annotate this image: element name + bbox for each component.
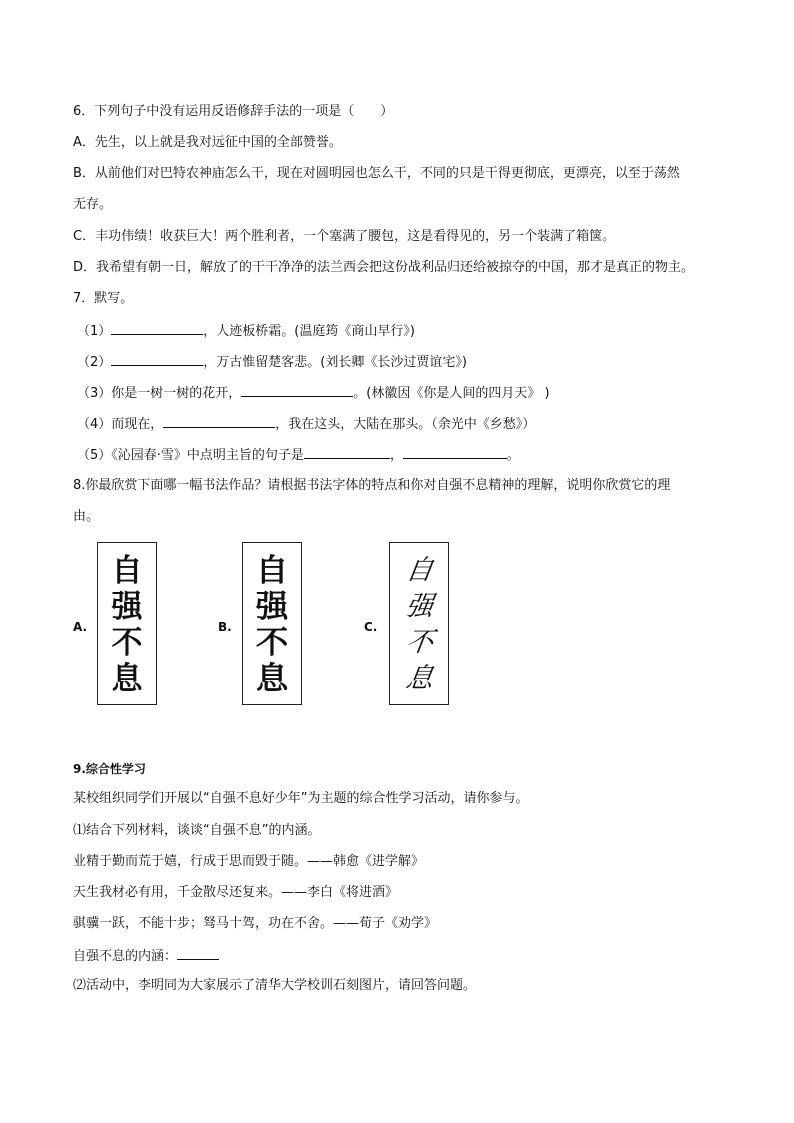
option-c-label: C.	[364, 620, 378, 634]
q7-item-2-number: （2）	[77, 355, 112, 370]
q7-item-3-text-post: 。(林徽因《你是人间的四月天》 )	[353, 386, 550, 401]
calligraphy-char: 强	[255, 589, 289, 625]
q7-item-3	[77, 383, 550, 403]
q7-item-1	[77, 321, 415, 341]
calligraphy-text	[390, 553, 448, 697]
q9-quote-hanyu: 业精于勤而荒于嬉，行成于思而毁于随。——韩愈《进学解》	[73, 854, 425, 869]
q6-option-d: D．我希望有朝一日，解放了的干干净净的法兰西会把这份战利品归还给被掠夺的中国，那才是真正的物主。	[73, 260, 695, 275]
q9-title: 9.综合性学习	[73, 762, 146, 776]
fill-blank[interactable]	[111, 352, 203, 366]
q9-quote-xunzi: 骐骥一跃，不能十步；驽马十驾，功在不舍。——荀子《劝学》	[73, 916, 438, 931]
q7-item-5-comma: ，	[389, 448, 403, 463]
calligraphy-options	[0, 540, 794, 710]
q7-item-5-text-pre: （5）《沁园春·雪》中点明主旨的句子是	[77, 448, 304, 463]
q9-intro: 某校组织同学们开展以“自强不息好少年”为主题的综合性学习活动，请你参与。	[73, 791, 529, 806]
q7-item-4-text-post: ，我在这头，大陆在那头。（余光中《乡愁》）	[275, 417, 536, 432]
q7-item-3-text-pre: （3）你是一树一树的花开，	[77, 386, 242, 401]
q9-answer	[73, 946, 219, 966]
q7-item-1-number: （1）	[77, 324, 112, 339]
calligraphy-option-c[interactable]	[389, 542, 449, 705]
calligraphy-option-a[interactable]	[97, 542, 157, 705]
calligraphy-char: 自	[255, 553, 289, 589]
q8-stem-line1: 8.你最欣赏下面哪一幅书法作品？请根据书法字体的特点和你对自强不息精神的理解，说明你欣赏它的理	[73, 478, 671, 493]
q7-item-5	[77, 445, 520, 465]
q6-option-b-line2: 无存。	[73, 197, 113, 212]
fill-blank[interactable]	[403, 445, 507, 459]
q7-stem: 7．默写。	[73, 291, 134, 306]
calligraphy-text	[243, 553, 301, 697]
option-b-label: B.	[218, 620, 232, 634]
q9-sub2: ⑵活动中，李明同为大家展示了清华大学校训石刻图片，请回答问题。	[73, 978, 477, 993]
q7-item-4	[77, 414, 535, 434]
q7-item-2-text: ，万古惟留楚客悲。(刘长卿《长沙过贾谊宅》)	[203, 355, 467, 370]
calligraphy-char: 不	[403, 627, 435, 658]
q6-option-b-line1: B．从前他们对巴特农神庙怎么干，现在对圆明园也怎么干，不同的只是干得更彻底，更漂亮，以至于荡然	[73, 166, 680, 181]
q7-item-1-text: ，人迹板桥霜。(温庭筠《商山早行》)	[203, 324, 415, 339]
q9-sub1: ⑴结合下列材料，谈谈“自强不息”的内涵。	[73, 823, 321, 838]
calligraphy-char: 息	[255, 661, 289, 697]
fill-blank[interactable]	[163, 414, 275, 428]
fill-blank[interactable]	[241, 383, 353, 397]
calligraphy-text	[98, 553, 156, 697]
calligraphy-char: 强	[111, 589, 143, 625]
calligraphy-char: 息	[403, 663, 435, 694]
fill-blank[interactable]	[304, 445, 390, 459]
fill-blank[interactable]	[111, 321, 203, 335]
option-a-label: A.	[73, 620, 88, 634]
q8-stem-line2: 由。	[73, 509, 100, 524]
calligraphy-char: 不	[111, 625, 143, 661]
calligraphy-char: 不	[255, 625, 289, 661]
q9-answer-label: 自强不息的内涵：	[73, 949, 178, 964]
q7-item-5-end: 。	[506, 448, 520, 463]
q7-item-4-text-pre: （4）而现在，	[77, 417, 164, 432]
q6-stem: 6．下列句子中没有运用反语修辞手法的一项是（ ）	[73, 104, 394, 119]
q9-quote-libai: 天生我材必有用，千金散尽还复来。——李白《将进酒》	[73, 885, 399, 900]
calligraphy-char: 强	[403, 591, 435, 622]
calligraphy-char: 息	[111, 661, 143, 697]
q7-item-2	[77, 352, 467, 372]
q6-option-a: A．先生，以上就是我对远征中国的全部赞誉。	[73, 135, 342, 150]
calligraphy-option-b[interactable]	[242, 542, 302, 705]
calligraphy-char: 自	[111, 553, 143, 589]
calligraphy-char: 自	[403, 555, 435, 586]
fill-blank[interactable]	[177, 946, 219, 960]
q6-option-c: C．丰功伟绩！收获巨大！两个胜利者，一个塞满了腰包，这是看得见的，另一个装满了箱箧。	[73, 229, 616, 244]
